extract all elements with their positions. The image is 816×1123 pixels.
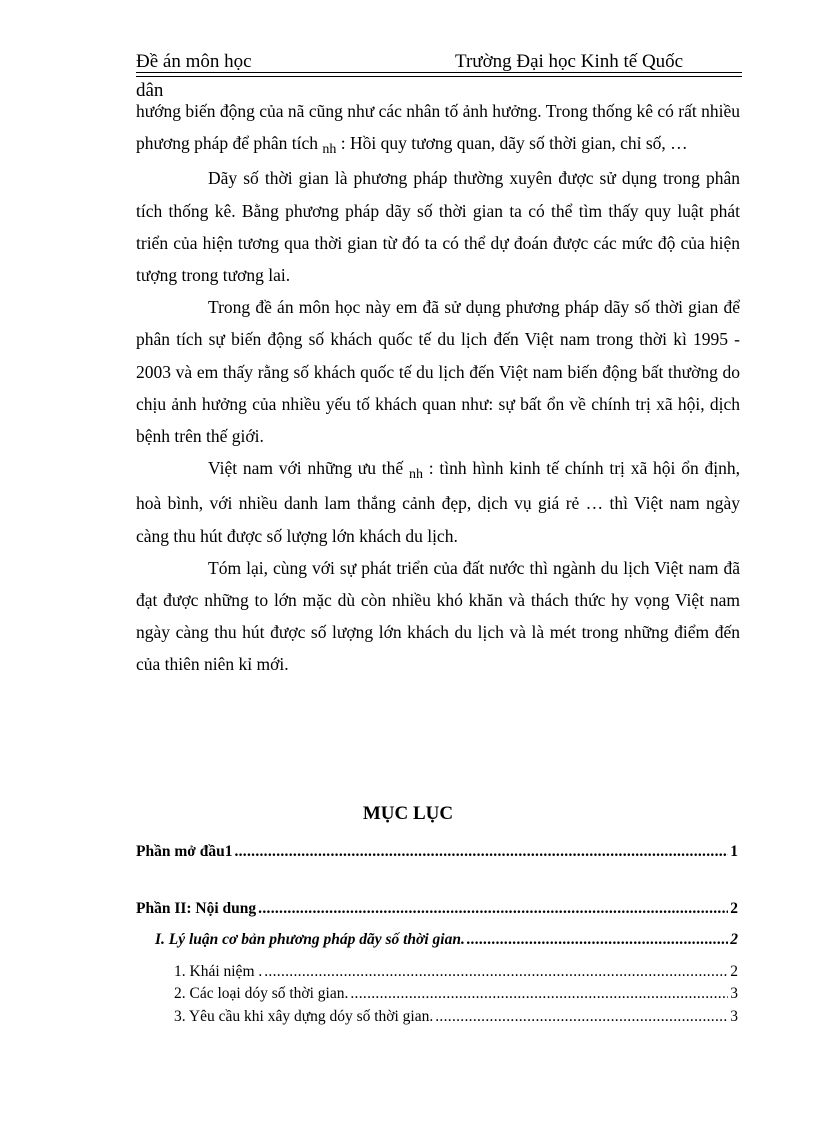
paragraph-1: hướng biến động của nã cũng như các nhân tố ảnh hưởng. Trong thống kê có rất nhiều phương pháp để phân tích $_{nh}$ : Hồi quy tương quan, dãy số thời gian, chỉ số, … (136, 101, 740, 158)
header-rule-thin (136, 76, 742, 77)
paragraph-4: Việt nam với những ưu thế $_{nh}$ : tình hình kinh tế chính trị xã hội ổn định, hoà bình, với nhiều danh lam thắng cảnh đẹp, dịch vụ giá rẻ … thì Việt nam ngày càng thu hút được số lượng lớn khách du lịch. (136, 458, 740, 546)
toc-entry[interactable]: I. Lý luận cơ bản phương pháp dãy số thời gian. ..... 2 (155, 931, 738, 949)
toc-page-number: 3 (730, 985, 738, 1002)
toc-leader (435, 1008, 728, 1026)
toc-title: MỤC LỤC (362, 803, 454, 824)
toc-entry[interactable]: 2. Các loại dóy số thời gian. ..... 3 (174, 985, 738, 1003)
toc-page-number: 2 (730, 931, 738, 948)
toc-page-number: 1 (730, 843, 738, 860)
header-course-title: Đề án môn học (136, 51, 252, 72)
toc-entry[interactable]: Phần II: Nội dung ..... 2 (136, 900, 738, 918)
toc-entry[interactable]: 1. Khái niệm . ..... 2 (174, 963, 738, 981)
paragraph-5: Tóm lại, cùng với sự phát triển của đất nước thì ngành du lịch Việt nam đã đạt được những to lớn mặc dù còn nhiều khó khăn và thách thức hy vọng Việt nam ngày càng thu hút được số lượng lớn khách du lịch và là mét trong những điểm đến của thiên niên kỉ mới. (136, 557, 740, 675)
paragraph-3: Trong đề án môn học này em đã sử dụng phương pháp dãy số thời gian để phân tích sự biến động số khách quốc tế du lịch đến Việt nam trong thời kì 1995 - 2003 và em thấy rằng số khách quốc tế du lịch đến Việt nam biến động bất thường do chịu ảnh hưởng của nhiều yếu tố khách quan như: sự bất ổn về chính trị xã hội, dịch bệnh trên thế giới. (136, 297, 740, 447)
toc-leader (234, 843, 728, 861)
body-text (136, 95, 740, 681)
paragraph-2: Dãy số thời gian là phương pháp thường xuyên được sử dụng trong phân tích thống kê. Bằng phương pháp dãy số thời gian ta có thể tìm thấy quy luật phát triển của hiện tương qua thời gian từ đó ta có thể dự đoán được các mức độ của hiện tượng trong tương lai. (136, 168, 740, 286)
toc-entry[interactable]: Phần mở đầu1 ..... 1 (136, 843, 738, 861)
toc-leader (258, 900, 728, 918)
toc-page-number: 3 (730, 1008, 738, 1025)
toc-entry[interactable]: 3. Yêu cầu khi xây dựng dóy số thời gian. ..... 3 (174, 1008, 738, 1026)
header-university-continuation: dân (136, 80, 164, 101)
toc-page-number: 2 (730, 900, 738, 917)
header-university: Trường Đại học Kinh tế Quốc (455, 51, 684, 72)
toc-leader (467, 931, 728, 949)
toc-page-number: 2 (730, 963, 738, 980)
toc-leader (350, 985, 728, 1003)
header-rule (136, 72, 742, 73)
toc-leader (264, 963, 728, 981)
